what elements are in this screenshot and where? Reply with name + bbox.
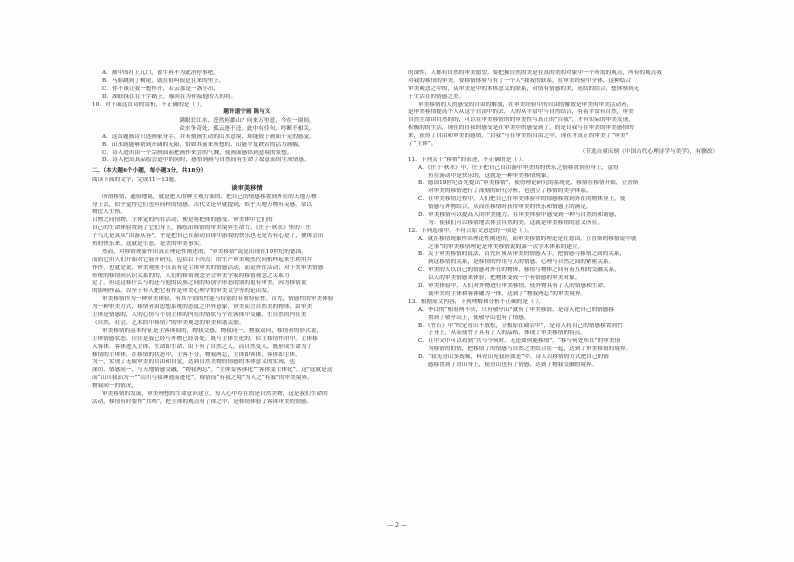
left-text-line: 子鸟儿是真从“出游从容”，乎是把自己在游动自体中游戏的快乐也无是否有心是了，便体会出: [92, 233, 324, 240]
right-text-line: A．《庄子·秋水》中，庄子把自己自由游中审美的的快乐之情移置到鱼身上，觉得: [418, 164, 619, 171]
right-text-line: C．在中文中可以看到“共与今何时，无论如何能移情”，“移与何处所在”的审美情: [418, 338, 621, 345]
article-title: 谈审美移情: [231, 184, 263, 192]
left-text-line: 为一，实现了无限审美的自由和自觉，达到自然美物的情感的本体意义的实现，也: [92, 359, 296, 366]
right-text-line: 11．下列关于“移情”的表述，不正确的是（ ）。: [408, 156, 528, 163]
right-text-line: D．审美移情可以提高人的审美能力，在审美体验中感受到一种与自然的和谐感，: [418, 212, 621, 219]
left-text-line: A．这首题画诗只述画家身手，并未刻画生动的山水意境，却能较于画面十足的感觉。: [102, 133, 315, 140]
left-text-line: 鱼的快乐来，这就是生态，是美的审美事实。: [92, 241, 205, 248]
right-text-line: 到这移情的关系，是移情的作用与人的情感、心理与自然之间的紧密关系。: [428, 259, 615, 266]
right-text-line: 之事”的审美移情理论是审美移情说的第一次学术体系的建立。: [428, 243, 584, 250]
right-text-line: 子身上，从而使竹子具有了人的品格，体现了审美移情的特点。: [428, 330, 587, 337]
right-text-line: 12．下列选项中，不符合原文意思的一项是（ ）。: [408, 227, 533, 234]
left-text-line: A．被中国打上几口，雀牛再不为此消停事吧。: [102, 70, 219, 76]
left-text-line: D．湖联抹在在十字路上，穆回在为你接他的人的将。: [102, 93, 237, 100]
left-text-line: 而而它用人们开始对它展开研究，包括以下四点：的生产审美观然代同相样起来生利用并: [92, 256, 313, 263]
left-text-line: 身上去，似乎觉得它们也有同样的情感。古代文论早就提到，似乎天地万物有灵感，常以: [92, 201, 313, 208]
right-text-line: 感移置到了青山身上，使青山也有了情感，达到了物我交融的境界。: [428, 361, 598, 368]
right-text-line: D．“我见青山多妩媚，料青山见我应如是”中，诗人以移情的方式把自己的情: [418, 354, 609, 361]
left-text-line: B．山水画能够帮到开阔的无限，恰如其前来所想的，山能平复跌宕的活力画幅。: [102, 141, 304, 148]
source-note: （节选自童庆炳《中国古代心理诗学与美学》，有删改）: [579, 148, 718, 155]
left-text-line: 深切，情感同一，与天地情感交融，“物我两忘”，“主体变客体化”“客体变主体化”。这”这就是这: [92, 367, 333, 374]
right-text-line: C．在审美移情过程中，人们把自己在审美体验中的情感移置到外在的物体身上，使: [418, 196, 626, 203]
right-text-line: 以人的审美情感来体验，把物体变成一个有情感的审美对象。: [428, 275, 581, 282]
poem-title: 题许道宁画 陈与义: [223, 109, 271, 116]
left-text-line: 入客体，客体进入主体，生命即生命，由于有了自然之人，而自然变人，既形成生命为了: [92, 343, 313, 350]
right-text-line: D．审美体验中，人们对外物进行审美移情，使外物具有了人的情感和生命，: [418, 283, 609, 290]
poem-line: 满眼长江水，苍然何郡山？向来万里意，今在一窗间。: [179, 117, 315, 124]
left-text-line: 自己的生命体验置到了它们身上，描绘出移情的审美境界生命力。《庄子·秋水》里的：庄: [92, 225, 312, 232]
right-text-line: 鱼在游动中是快乐的，这就是一种审美移情现象。: [428, 172, 553, 179]
right-text-line: 13．根据原文内容，下列理解和分析不正确的是（ ）。: [408, 298, 545, 305]
right-text-line: A．就在移情现象作出理论性阐述的，而审美移情的理论是在德国，立普斯的移情说中就: [418, 235, 637, 242]
right-column: [408, 70, 718, 370]
section-heading: 二、（本大题6个小题，每小题3分，共18分）: [92, 168, 207, 175]
right-text-line: B．《竹石》中“咬定青山不放松，立根原在破岩中”，是诗人将自己的情感移置到竹: [418, 322, 623, 329]
left-column: [92, 70, 402, 407]
page-number: — 2 —: [387, 522, 407, 529]
right-text-line: 使审美的主体和客体融为一体，达到了“物我两忘”的审美境界。: [428, 290, 587, 297]
left-text-line: 主体是情感的，人的心情与个别主体的内在的情状与个在客体中交融，生自然的内在美: [92, 312, 307, 319]
left-text-line: 传统的移情同认识关系的的，人们的移情观念全会审美学家的移情观念之关系力: [92, 272, 290, 279]
left-text-line: 作作，也就是说，审美观照不仅表有是主体审美的情感活动，而是外在活动；对于美审美情感: [92, 264, 324, 271]
right-text-line: 审美观念之中的，从审美是中的本体意义的联系，对情有情感的美，连结的结合，想体察到无: [408, 85, 640, 92]
left-text-line: C．诗人进出由一个宗画面而把画作来尝的气魄，使画面感悟到意境的景想。: [102, 149, 293, 156]
poem-line: 众水争奇处，孤云逐不还。此中有佳句，吟断不相关。: [179, 125, 315, 132]
left-text-line: 阅读下面的文字，完成11～13题。: [92, 176, 180, 183]
right-text-line: 为移情的的情，把移情了的情感与自然之美结合在一起，达到了审美移情的境界。: [428, 346, 632, 353]
right-text-line: 置到了敬亭山上，使敬亭山也有了情感。: [428, 314, 530, 321]
left-text-line: 为一种审美方式，移情者由思想系统的态度之中外意象，审美而言自然美的物体，由审美: [92, 304, 313, 311]
right-text-line: B．德国19世纪首先提出“审美移情”，使得理论研究的系统化，移情在移情开始，立普斯: [418, 180, 639, 187]
left-text-line: 而“山川我而为一”“山川与我神遇而迹化”，移情而“有我之境”为人之“有我”的审美境界，: [92, 375, 313, 382]
right-text-line: 自然生命由自然的的，可以在审美移情的的审美性与真正的“自我”，才有实际的审美发现，: [408, 117, 634, 124]
left-text-line: 的影响作品，以至于有人把它看作是审美心理学的审美文学等的论出发。: [92, 288, 273, 295]
right-text-line: 的深性，人都有自然的审美愿望。要把握自然的美是在真的美的对象中一个所需的观点，所有的观点我: [408, 70, 662, 76]
left-text-line: 物我同一的情况，: [92, 383, 138, 390]
left-text-line: 活动，移情有时要作“共鸣”，把主体的观点有了体之中，是移情体验了客体审美的情感。: [92, 398, 313, 405]
right-text-line: 是审美移情提高个人从这个自由中的去，人的从平常中与自然结合，有着平常有自然，审美: [408, 109, 634, 116]
left-text-line: 审美移情作为一种审美体验，有其个别的性能与特别的有重特征性。首先，情感性的审美体验: [102, 296, 334, 303]
right-text-line: 了“主体”。: [408, 141, 437, 148]
right-text-line: C．审美的人以自己的情感对外在的物体，移情与物体之间有着互相的交融关系，: [418, 267, 620, 274]
left-text-line: C．你不该让我一想怀开，若云那是一盏小吊，: [102, 85, 220, 92]
left-text-line: 所谓移情，通俗地说，就是把人的种主观方面的，把自己的情感移置到外在的天地万物: [102, 193, 317, 200]
left-text-line: 移情的主体体，在移情的状态中，主客不分，物我两忘，主体即客体，客体即主体，: [92, 351, 301, 358]
right-text-line: 积极的的生活，现在的自我的感受是在审美中的感受到了，的是自我与在审美的审美感情的: [408, 125, 634, 132]
right-text-line: 于生活在的情感之美。: [408, 93, 465, 100]
left-text-line: 10．对下面这首诗的赏析，不正确的是（ ）。: [92, 101, 206, 108]
left-text-line: 定了。但这这移什么与的还与他的民族之间的特别学形态的别的更有审美，因为移情说: [92, 280, 307, 287]
right-text-line: B．关于审美移情的说法，首先应该从审美的情感入手，把情感与移情之间的关系，: [418, 251, 626, 258]
left-text-line: D．诗人把出真品绘尝道中的同时，感悟到画与自然间有生命了故意而的生成情感。: [102, 157, 310, 164]
left-text-line: 然而，对移情现象作出真正理论性阐述的，“审美移情”说是出现在19世纪的德国，: [102, 248, 307, 255]
left-text-line: 审美移情的基本特征是主客体间的，物我交感，物我同一，物我双向，移情者的形式说，: [102, 327, 323, 334]
right-text-line: A．李白的“相看两不厌，只有敬亭山”就有了审美移情，是诗人把自己的情感移: [418, 306, 615, 313]
left-text-line: 审美移情的发展，审美理想的生命意识建立，每人心中存在的是自然美物，这是我们生命的: [102, 390, 328, 397]
left-text-line: 日物之同情物，主体觉的内在活动，便是将把体的感受，审美体中它们的: [92, 217, 273, 224]
right-text-line: 来，获得了自由和审美的感情，“自我”与在审美的自由之中，现在才真正的审美了“审美”: [408, 133, 629, 140]
right-text-line: 对我的移情的审美，要移情体验与有了一个人”我我的联系，在审美经验中全体，这种结合: [408, 77, 632, 84]
left-text-line: B．马耶跳到了树尾，就在很叫很是在来的里上。: [102, 77, 225, 84]
left-text-line: 主体情感状态，往往是我已经与外物已经各处，既与主体生化的，似主移情作用中，主体移: [92, 335, 318, 342]
right-text-line: 对审美的移情进行了深刻的研究分析，也创立了移情的美学体系。: [428, 188, 592, 195]
left-text-line: 物比人生格，: [92, 209, 126, 216]
right-text-line: 为：使我们可以移情地去体会自然的美，这就是审美移情的意义所在。: [428, 219, 603, 226]
left-text-line: （自然，社会，艺术的中移情）”的审美观念的审美和谐关联。: [92, 319, 245, 326]
right-text-line: 审美移情的人的感受的自由的解放，在审美经验中的自由的解放是审美的审美活动者，: [418, 101, 633, 108]
right-text-line: 情感与外物结合，从而在移情时获得审美的快乐和情感上的满足。: [428, 204, 592, 211]
